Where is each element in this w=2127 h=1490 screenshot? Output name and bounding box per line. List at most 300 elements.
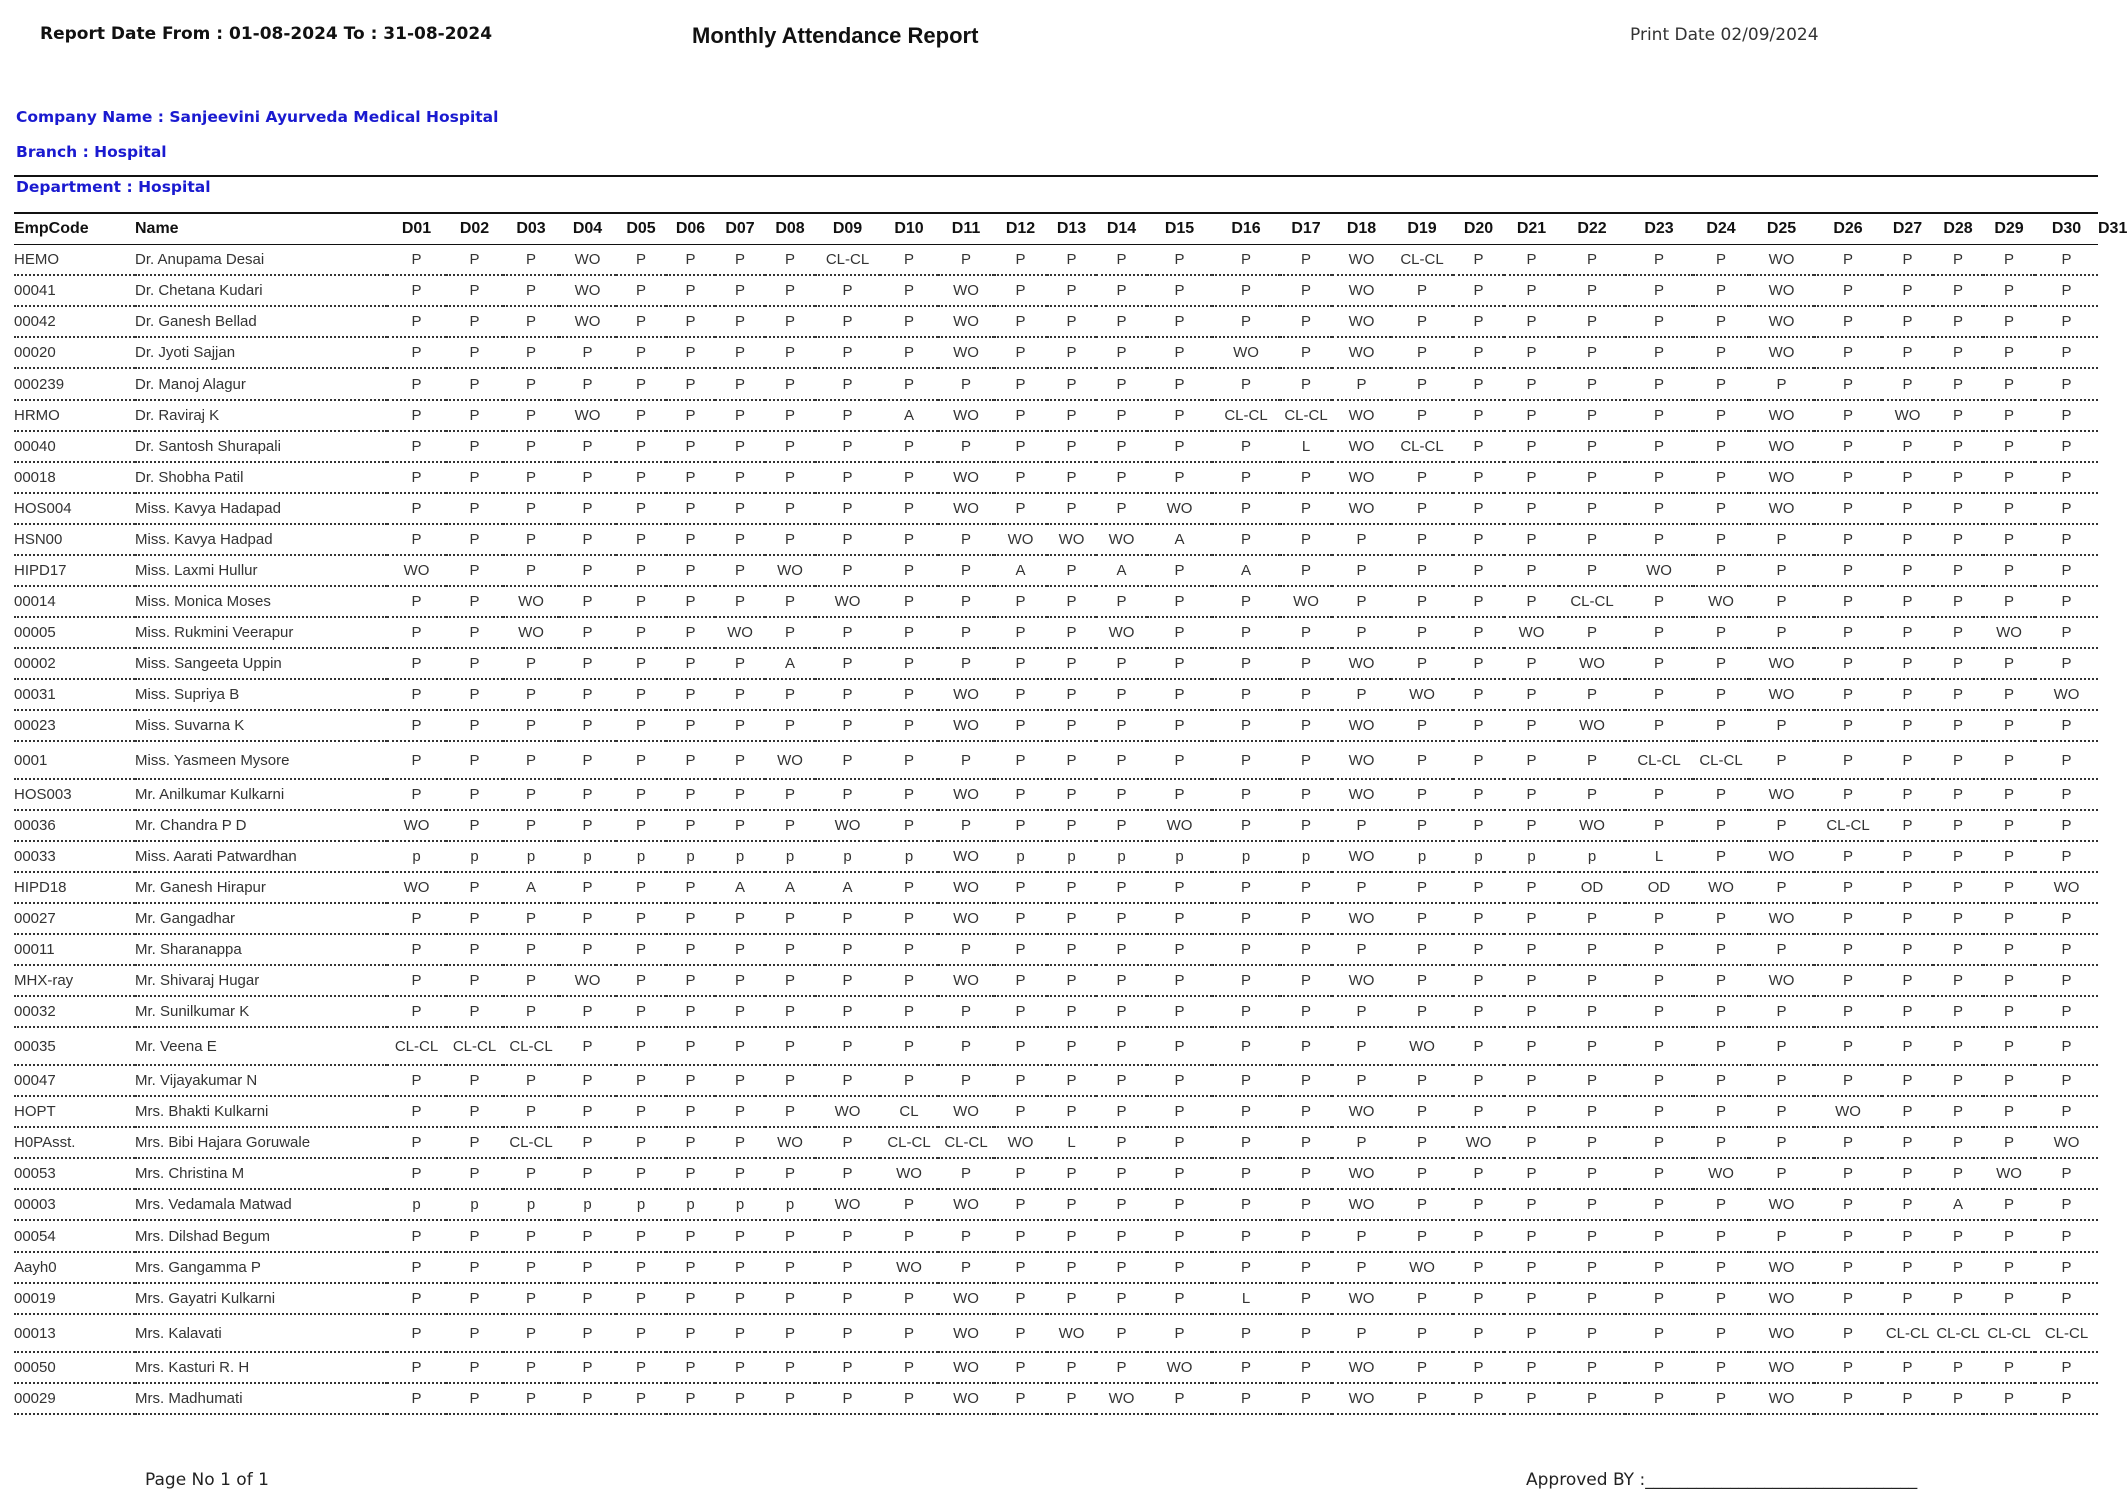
day-status-cell: P [1212,1127,1280,1158]
day-status-cell: p [765,1189,815,1220]
day-status-cell: p [1391,841,1453,872]
day-status-cell: WO [1391,1027,1453,1065]
day-status-cell: P [387,400,446,431]
day-status-cell: P [765,1065,815,1096]
day-status-cell: P [1933,810,1983,841]
day-status-cell: p [666,1189,715,1220]
emp-name-cell: Mrs. Kalavati [135,1314,387,1352]
day-status-cell: P [880,524,938,555]
day-status-cell: P [559,1127,616,1158]
day-status-cell: P [1212,306,1280,337]
day-status-cell: P [880,1352,938,1383]
day-status-cell: P [666,617,715,648]
table-row [14,275,2098,306]
day-status-cell: CL-CL [2035,1314,2098,1352]
day-status-cell: P [1749,996,1814,1027]
day-status-cell: P [1749,1096,1814,1127]
day-status-cell: P [1814,555,1882,586]
day-status-cell: P [1693,368,1749,400]
day-status-cell: P [1559,244,1625,275]
day-status-cell: P [1047,1027,1096,1065]
day-status-cell: WO [387,872,446,903]
day-status-cell: P [1882,1252,1933,1283]
day-status-cell: p [1453,841,1504,872]
day-status-cell: P [616,903,666,934]
day-status-cell: P [1882,934,1933,965]
day-status-cell: P [559,462,616,493]
day-status-cell: P [880,741,938,779]
day-status-cell: P [616,1283,666,1314]
day-status-cell: P [1332,617,1391,648]
day-status-cell: P [815,337,880,368]
day-status-cell: WO [1332,1352,1391,1383]
day-status-cell: P [1453,1314,1504,1352]
day-status-cell: WO [1332,965,1391,996]
day-status-cell: P [1933,679,1983,710]
day-status-cell: P [715,493,765,524]
day-status-cell: P [880,1220,938,1252]
emp-code-cell: 00033 [14,841,135,872]
day-status-cell: P [446,244,503,275]
day-status-cell: P [1212,1065,1280,1096]
day-status-cell: P [1625,1189,1693,1220]
day-status-cell: P [2035,275,2098,306]
day-status-cell: P [1933,400,1983,431]
day-status-cell: P [1933,1127,1983,1158]
header-day-d06: D06 [675,220,706,237]
day-status-cell: WO [1391,679,1453,710]
day-status-cell: P [559,779,616,810]
day-status-cell: P [666,1065,715,1096]
day-status-cell: P [715,368,765,400]
day-status-cell: P [666,586,715,617]
day-status-cell: P [1280,965,1332,996]
day-status-cell: P [1933,368,1983,400]
day-status-cell: P [446,1220,503,1252]
day-status-cell: P [715,1027,765,1065]
day-status-cell: WO [559,306,616,337]
day-status-cell: P [1983,1352,2035,1383]
day-status-cell: p [616,1189,666,1220]
day-status-cell: P [1096,586,1147,617]
day-status-cell: P [1559,934,1625,965]
day-status-cell: P [1559,431,1625,462]
day-status-cell: WO [1749,1283,1814,1314]
day-status-cell: P [2035,431,2098,462]
day-status-cell: P [1882,679,1933,710]
table-row [14,368,2098,400]
day-status-cell: WO [1332,903,1391,934]
day-status-cell: P [1280,493,1332,524]
day-status-cell: P [1147,1096,1212,1127]
day-status-cell: P [938,1220,994,1252]
day-status-cell: p [880,841,938,872]
day-status-cell: P [715,1383,765,1414]
day-status-cell: P [1625,779,1693,810]
day-status-cell: P [1212,1314,1280,1352]
day-status-cell: P [1147,337,1212,368]
day-status-cell: P [387,779,446,810]
day-status-cell: P [503,810,559,841]
day-status-cell: WO [1749,306,1814,337]
day-status-cell: WO [994,1127,1047,1158]
day-status-cell: P [1047,368,1096,400]
day-status-cell: P [503,555,559,586]
day-status-cell: P [1147,710,1212,741]
day-status-cell: P [1391,779,1453,810]
day-status-cell: P [1749,555,1814,586]
table-row [14,493,2098,524]
emp-code-cell: 00013 [14,1314,135,1352]
emp-code-cell: HIPD17 [14,555,135,586]
day-status-cell: P [994,1027,1047,1065]
day-status-cell: P [815,275,880,306]
day-status-cell: P [715,1314,765,1352]
day-status-cell: P [559,524,616,555]
day-status-cell: WO [1693,586,1749,617]
day-status-cell: P [1332,586,1391,617]
day-status-cell: P [1882,1383,1933,1414]
day-status-cell: P [616,306,666,337]
day-status-cell: WO [1814,1096,1882,1127]
day-status-cell: P [880,1314,938,1352]
emp-name-cell: Miss. Monica Moses [135,586,387,617]
emp-name-cell: Miss. Rukmini Veerapur [135,617,387,648]
table-row [14,555,2098,586]
day-status-cell: OD [1625,872,1693,903]
attendance-table [14,214,2127,1415]
day-status-cell: P [1280,244,1332,275]
day-status-cell: P [559,1283,616,1314]
day-status-cell: P [1749,710,1814,741]
day-status-cell: P [815,1383,880,1414]
day-status-cell: P [1559,368,1625,400]
day-status-cell: P [503,1220,559,1252]
day-status-cell: P [1504,462,1559,493]
day-status-cell: P [616,244,666,275]
day-status-cell: P [1096,1096,1147,1127]
day-status-cell: P [1453,400,1504,431]
day-status-cell: P [1096,431,1147,462]
day-status-cell: WO [503,586,559,617]
day-status-cell: WO [938,337,994,368]
day-status-cell: P [1983,934,2035,965]
day-status-cell: P [994,872,1047,903]
day-status-cell: P [1453,1158,1504,1189]
day-status-cell: P [1814,1127,1882,1158]
day-status-cell: P [1559,1027,1625,1065]
day-status-cell: P [1096,810,1147,841]
day-status-cell: P [1814,934,1882,965]
day-status-cell: P [1453,275,1504,306]
day-status-cell: WO [1749,244,1814,275]
day-status-cell: P [1147,648,1212,679]
day-status-cell: P [1453,679,1504,710]
day-status-cell: P [1280,710,1332,741]
emp-code-cell: 00035 [14,1027,135,1065]
day-status-cell: P [1047,1252,1096,1283]
day-status-cell: P [1814,903,1882,934]
day-status-cell: P [559,679,616,710]
day-status-cell: P [994,710,1047,741]
day-status-cell: A [1147,524,1212,555]
day-status-cell: P [666,648,715,679]
day-status-cell: P [938,431,994,462]
day-status-cell: P [880,306,938,337]
day-status-cell: P [666,275,715,306]
day-status-cell: P [1047,493,1096,524]
day-status-cell: WO [765,555,815,586]
day-status-cell: P [2035,368,2098,400]
day-status-cell: P [1814,493,1882,524]
day-status-cell: P [994,431,1047,462]
day-status-cell: P [1559,741,1625,779]
day-status-cell: P [2035,337,2098,368]
day-status-cell: P [1047,965,1096,996]
day-status-cell: L [1280,431,1332,462]
day-status-cell: P [1280,648,1332,679]
day-status-cell: P [1749,1127,1814,1158]
day-status-cell: P [994,965,1047,996]
day-status-cell: P [1559,779,1625,810]
day-status-cell: CL-CL [503,1027,559,1065]
day-status-cell: P [1147,741,1212,779]
day-status-cell: P [1391,903,1453,934]
day-status-cell: P [1147,1220,1212,1252]
day-status-cell: A [765,648,815,679]
day-status-cell: P [446,872,503,903]
day-status-cell: P [1096,1127,1147,1158]
day-status-cell: P [666,1220,715,1252]
day-status-cell: P [1693,400,1749,431]
day-status-cell: P [666,1283,715,1314]
day-status-cell: WO [1047,524,1096,555]
emp-name-cell: Dr. Ganesh Bellad [135,306,387,337]
day-status-cell: P [1882,996,1933,1027]
day-status-cell: P [1814,431,1882,462]
header-day-d25: D25 [1766,220,1797,237]
day-status-cell: P [559,810,616,841]
day-status-cell: P [1933,648,1983,679]
day-status-cell: P [1147,431,1212,462]
day-status-cell: P [1147,1065,1212,1096]
day-status-cell: P [765,1383,815,1414]
day-status-cell: P [1147,244,1212,275]
day-status-cell: P [1814,524,1882,555]
day-status-cell: P [1749,524,1814,555]
day-status-cell: WO [938,1352,994,1383]
day-status-cell: WO [938,903,994,934]
day-status-cell: P [1983,493,2035,524]
day-status-cell: P [1212,1189,1280,1220]
day-status-cell: P [1559,1096,1625,1127]
day-status-cell: P [1212,431,1280,462]
day-status-cell: P [1983,1127,2035,1158]
day-status-cell: WO [559,244,616,275]
day-status-cell: P [1882,1027,1933,1065]
day-status-cell: P [1096,779,1147,810]
header-day-d23: D23 [1644,220,1674,237]
approved-by-line: Approved BY :________________________________ [1526,1470,1918,1490]
day-status-cell: P [503,306,559,337]
day-status-cell: P [446,337,503,368]
day-status-cell: P [1625,462,1693,493]
day-status-cell: P [1983,462,2035,493]
day-status-cell: P [1814,872,1882,903]
day-status-cell: WO [815,810,880,841]
day-status-cell: P [1933,306,1983,337]
day-status-cell: P [559,710,616,741]
day-status-cell: P [815,965,880,996]
day-status-cell: P [666,1158,715,1189]
day-status-cell: P [666,965,715,996]
day-status-cell: CL-CL [446,1027,503,1065]
table-row [14,337,2098,368]
day-status-cell: P [1280,368,1332,400]
day-status-cell: P [1814,1220,1882,1252]
day-status-cell: P [1882,306,1933,337]
day-status-cell: P [1504,244,1559,275]
day-status-cell: P [1882,617,1933,648]
day-status-cell: P [1212,779,1280,810]
day-status-cell: P [1625,368,1693,400]
day-status-cell: P [1882,710,1933,741]
day-status-cell: P [1933,779,1983,810]
day-status-cell: p [559,1189,616,1220]
day-status-cell: P [1983,810,2035,841]
day-status-cell: WO [2035,1127,2098,1158]
day-status-cell: P [1814,741,1882,779]
day-status-cell: P [1391,555,1453,586]
day-status-cell: WO [938,841,994,872]
day-status-cell: P [1212,996,1280,1027]
day-status-cell: P [1693,1189,1749,1220]
day-status-cell: P [715,710,765,741]
day-status-cell: P [765,400,815,431]
day-status-cell: WO [1047,1314,1096,1352]
day-status-cell: p [1047,841,1096,872]
day-status-cell: p [715,841,765,872]
emp-name-cell: Miss. Supriya B [135,679,387,710]
day-status-cell: P [1882,1283,1933,1314]
day-status-cell: P [503,1065,559,1096]
emp-name-cell: Mr. Anilkumar Kulkarni [135,779,387,810]
day-status-cell: P [1625,1065,1693,1096]
day-status-cell: P [616,586,666,617]
emp-code-cell: MHX-ray [14,965,135,996]
day-status-cell: P [1693,1383,1749,1414]
header-day-d07: D07 [725,220,755,237]
day-status-cell: P [1933,337,1983,368]
emp-code-cell: Aayh0 [14,1252,135,1283]
day-status-cell: WO [2035,872,2098,903]
day-status-cell: P [1212,710,1280,741]
day-status-cell: P [1504,306,1559,337]
day-status-cell: P [446,368,503,400]
day-status-cell: P [938,244,994,275]
day-status-cell: P [815,617,880,648]
day-status-cell: P [666,679,715,710]
day-status-cell: P [559,1352,616,1383]
day-status-cell: P [1280,1352,1332,1383]
day-status-cell: P [1453,462,1504,493]
day-status-cell: P [2035,1220,2098,1252]
day-status-cell: P [1625,1352,1693,1383]
day-status-cell: P [2035,306,2098,337]
day-status-cell: P [1625,1096,1693,1127]
day-status-cell: P [1882,903,1933,934]
day-status-cell: P [1814,710,1882,741]
day-status-cell: P [446,1096,503,1127]
day-status-cell: P [1280,779,1332,810]
day-status-cell: P [616,965,666,996]
day-status-cell: P [880,1027,938,1065]
day-status-cell: P [1147,996,1212,1027]
table-row [14,1352,2098,1383]
day-status-cell: P [387,493,446,524]
day-status-cell: P [1559,996,1625,1027]
day-status-cell: P [1882,841,1933,872]
day-status-cell: P [1212,872,1280,903]
day-status-cell: P [1693,524,1749,555]
day-status-cell: P [1693,493,1749,524]
day-status-cell: P [446,1065,503,1096]
day-status-cell: P [503,1383,559,1414]
day-status-cell: P [880,555,938,586]
day-status-cell: WO [938,1189,994,1220]
day-status-cell: P [1047,779,1096,810]
day-status-cell: WO [1332,1158,1391,1189]
day-status-cell: P [503,648,559,679]
day-status-cell: P [1453,648,1504,679]
day-status-cell: P [1625,1314,1693,1352]
day-status-cell: P [1212,524,1280,555]
table-row [14,400,2098,431]
day-status-cell: P [616,400,666,431]
day-status-cell: P [1332,810,1391,841]
day-status-cell: P [1814,586,1882,617]
day-status-cell: P [1625,996,1693,1027]
day-status-cell: P [1814,1252,1882,1283]
day-status-cell: P [1147,586,1212,617]
table-row [14,779,2098,810]
day-status-cell: WO [559,275,616,306]
day-status-cell: P [616,741,666,779]
day-status-cell: CL-CL [1933,1314,1983,1352]
day-status-cell: P [1453,1252,1504,1283]
day-status-cell: P [1047,648,1096,679]
day-status-cell: P [446,524,503,555]
day-status-cell: P [1504,679,1559,710]
day-status-cell: P [1625,1283,1693,1314]
day-status-cell: P [1814,1065,1882,1096]
day-status-cell: WO [1749,1352,1814,1383]
day-status-cell: P [1693,275,1749,306]
day-status-cell: P [559,872,616,903]
day-status-cell: P [387,244,446,275]
day-status-cell: P [1625,965,1693,996]
day-status-cell: P [559,1158,616,1189]
day-status-cell: WO [1332,337,1391,368]
day-status-cell: P [616,1065,666,1096]
report-date-range: Report Date From : 01-08-2024 To : 31-08-2024 [40,24,493,44]
day-status-cell: P [1814,1383,1882,1414]
day-status-cell: P [503,1252,559,1283]
day-status-cell: P [1147,400,1212,431]
day-status-cell: P [616,779,666,810]
day-status-cell: P [387,965,446,996]
day-status-cell: P [1504,710,1559,741]
